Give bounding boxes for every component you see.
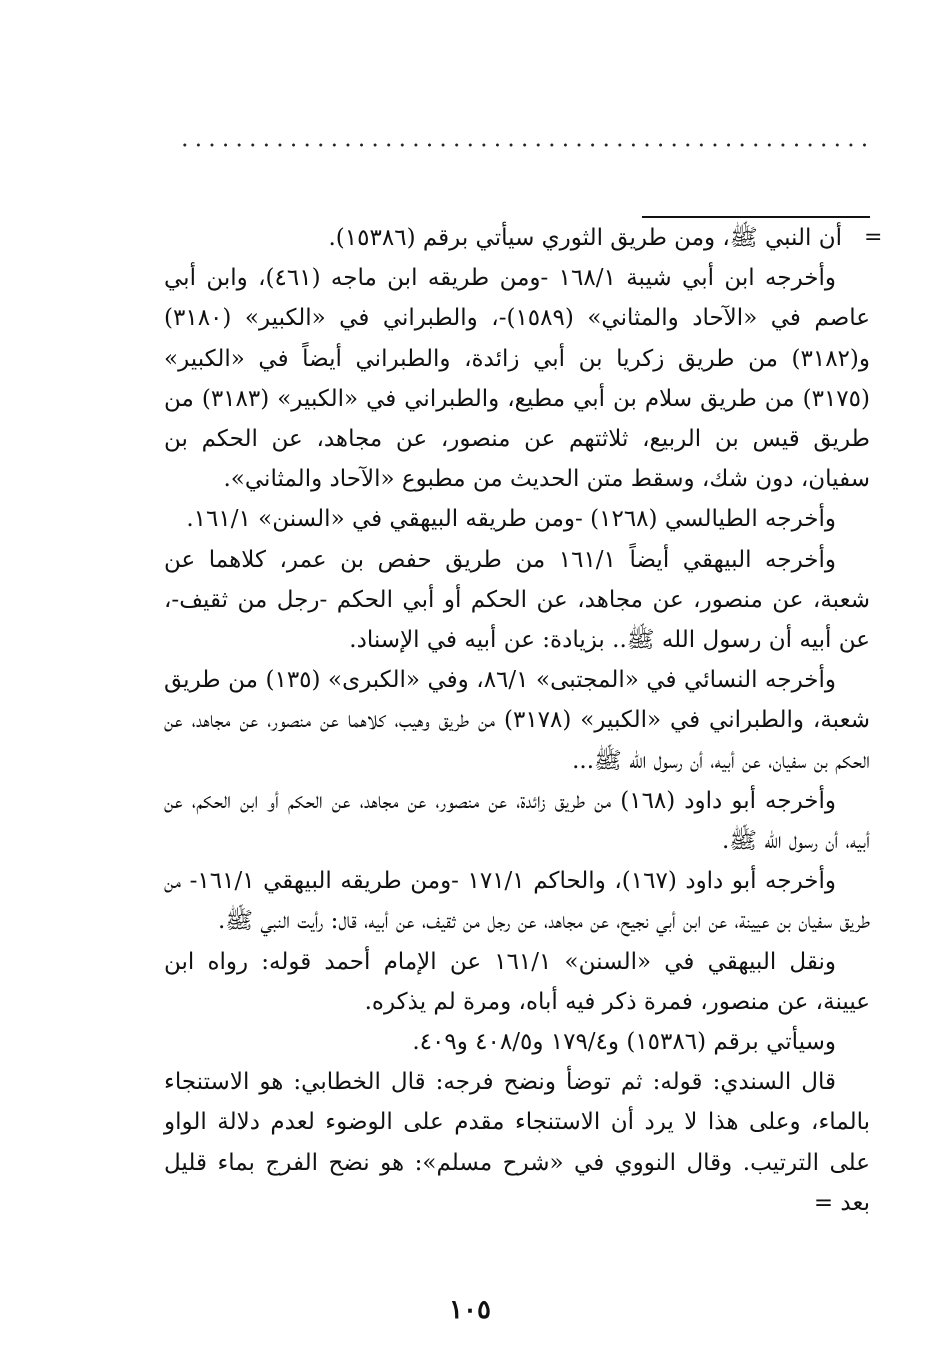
paragraph-2: وأخرجه ابن أبي شيبة ١٦٨/١ -ومن طريقه ابن ماجه (٤٦١)، وابن أبي عاصم في «الآحاد والمثاني» (١٥٨٩)-، والطبراني في «الكبير» (٣١٨٠) و(٣١٨٢) من طريق زكريا بن أبي زائدة، والطبراني أيضاً في «الكبير» (٣١٧٥) من طريق سلام بن أبي مطيع، والطبراني في «الكبير» (٣١٨٣) من طريق قيس بن الربيع، ثلاثتهم عن منصور، عن مجاهد، عن الحكم بن سفيان، دون شك، وسقط متن الحديث من مطبوع «الآحاد والمثاني». [164,265,870,493]
paragraph-8: ونقل البيهقي في «السنن» ١٦١/١ عن الإمام أحمد قوله: رواه ابن عيينة، عن منصور، فمرة ذكر فيه أباه، ومرة لم يذكره. [164,948,870,1015]
dotted-separator [178,141,870,149]
paragraph-3: وأخرجه الطيالسي (١٢٦٨) -ومن طريقه البيهقي في «السنن» ١٦١/١. [186,506,836,533]
page-number: ١٠٥ [449,1295,491,1325]
paragraph-9: وسيأتي برقم (١٥٣٨٦) و١٧٩/٤ و٤٠٨/٥ و٤٠٩. [412,1029,836,1056]
continuation-mark: = [864,225,883,250]
footnote-body [164,218,870,1223]
paragraph-4: وأخرجه البيهقي أيضاً ١٦١/١ من طريق حفص بن عمر، كلاهما عن شعبة، عن منصور، عن مجاهد، عن الحكم أو أبي الحكم -رجل من ثقيف-، عن أبيه أن رسول الله ﷺ.. بزيادة: عن أبيه في الإسناد. [164,546,870,654]
paragraph-5: وأخرجه النسائي في «المجتبى» ٨٦/١، وفي «الكبرى» (١٣٥) من طريق شعبة، والطبراني في «الكبير» (٣١٧٨) من طريق وهيب، كلاهما عن منصور، عن مجاهد، عن الحكم بن سفيان، عن أبيه، أن رسول الله ﷺ... [164,667,870,774]
paragraph-10: قال السندي: قوله: ثم توضأ ونضح فرجه: قال الخطابي: هو الاستنجاء بالماء، وعلى هذا لا يرد أن الاستنجاء مقدم على الوضوء لعدم دلالة الواو على الترتيب. وقال النووي في «شرح مسلم»: هو نضح الفرج بماء قليل بعد = [164,1069,870,1216]
paragraph-7: وأخرجه أبو داود (١٦٧)، والحاكم ١٧١/١ -ومن طريقه البيهقي ١٦١/١- من طريق سفيان بن عيينة، عن ابن أبي نجيح، عن مجاهد، عن رجل من ثقيف، عن أبيه، قال: رأيت النبي ﷺ. [164,868,870,935]
paragraph-6: وأخرجه أبو داود (١٦٨) من طريق زائدة، عن منصور، عن مجاهد، عن الحكم أو ابن الحكم، عن أبيه، أن رسول الله ﷺ. [164,787,870,855]
paragraph-1: أن النبي ﷺ، ومن طريق الثوري سيأتي برقم (١٥٣٨٦). [328,225,842,251]
